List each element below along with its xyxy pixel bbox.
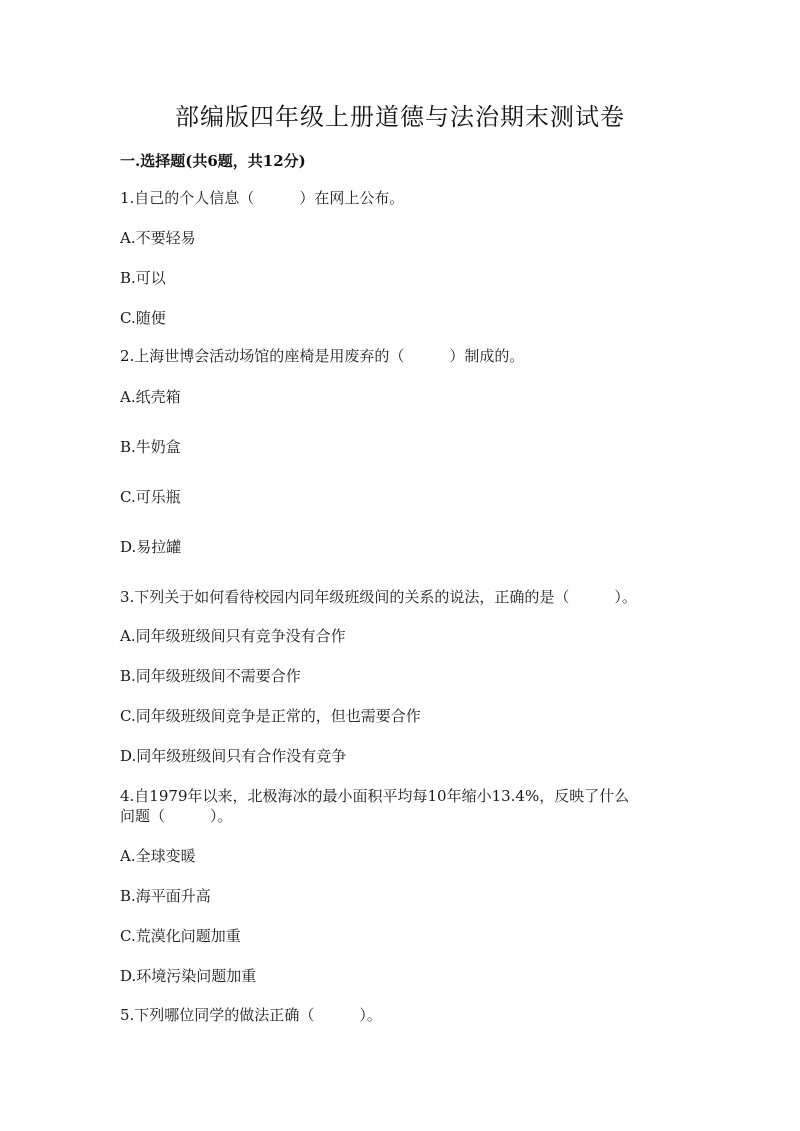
question-3-option-b: B.同年级班级间不需要合作 — [120, 667, 301, 685]
question-2-option-b: B.牛奶盒 — [120, 438, 181, 456]
question-4-stem: 4.自1979年以来，北极海冰的最小面积平均每10年缩小13.4%，反映了什么 — [120, 787, 630, 805]
question-3-option-d: D.同年级班级间只有合作没有竞争 — [120, 747, 347, 765]
question-3-stem: 3.下列关于如何看待校园内同年级班级间的关系的说法，正确的是（ ）。 — [120, 588, 637, 606]
question-4-stem-continued: 问题（ ）。 — [120, 807, 233, 825]
question-2-stem: 2.上海世博会活动场馆的座椅是用废弃的（ ）制成的。 — [120, 347, 525, 365]
question-2-option-c: C.可乐瓶 — [120, 488, 181, 506]
question-4-option-d: D.环境污染问题加重 — [120, 967, 257, 985]
question-2-option-a: A.纸壳箱 — [120, 388, 181, 406]
question-5-stem: 5.下列哪位同学的做法正确（ ）。 — [120, 1006, 382, 1024]
question-1-option-b: B.可以 — [120, 269, 166, 287]
question-1-option-c: C.随便 — [120, 309, 166, 327]
question-1-option-a: A.不要轻易 — [120, 229, 196, 247]
question-4-option-a: A.全球变暖 — [120, 847, 196, 865]
question-4-option-c: C.荒漠化问题加重 — [120, 927, 241, 945]
page-title: 部编版四年级上册道德与法治期末测试卷 — [175, 103, 625, 131]
question-3-option-a: A.同年级班级间只有竞争没有合作 — [120, 627, 346, 645]
question-1-stem: 1.自己的个人信息（ ）在网上公布。 — [120, 189, 405, 207]
question-3-option-c: C.同年级班级间竞争是正常的，但也需要合作 — [120, 707, 421, 725]
question-2-option-d: D.易拉罐 — [120, 538, 182, 556]
section-heading: 一.选择题(共6题，共12分) — [120, 152, 306, 170]
question-4-option-b: B.海平面升高 — [120, 887, 211, 905]
